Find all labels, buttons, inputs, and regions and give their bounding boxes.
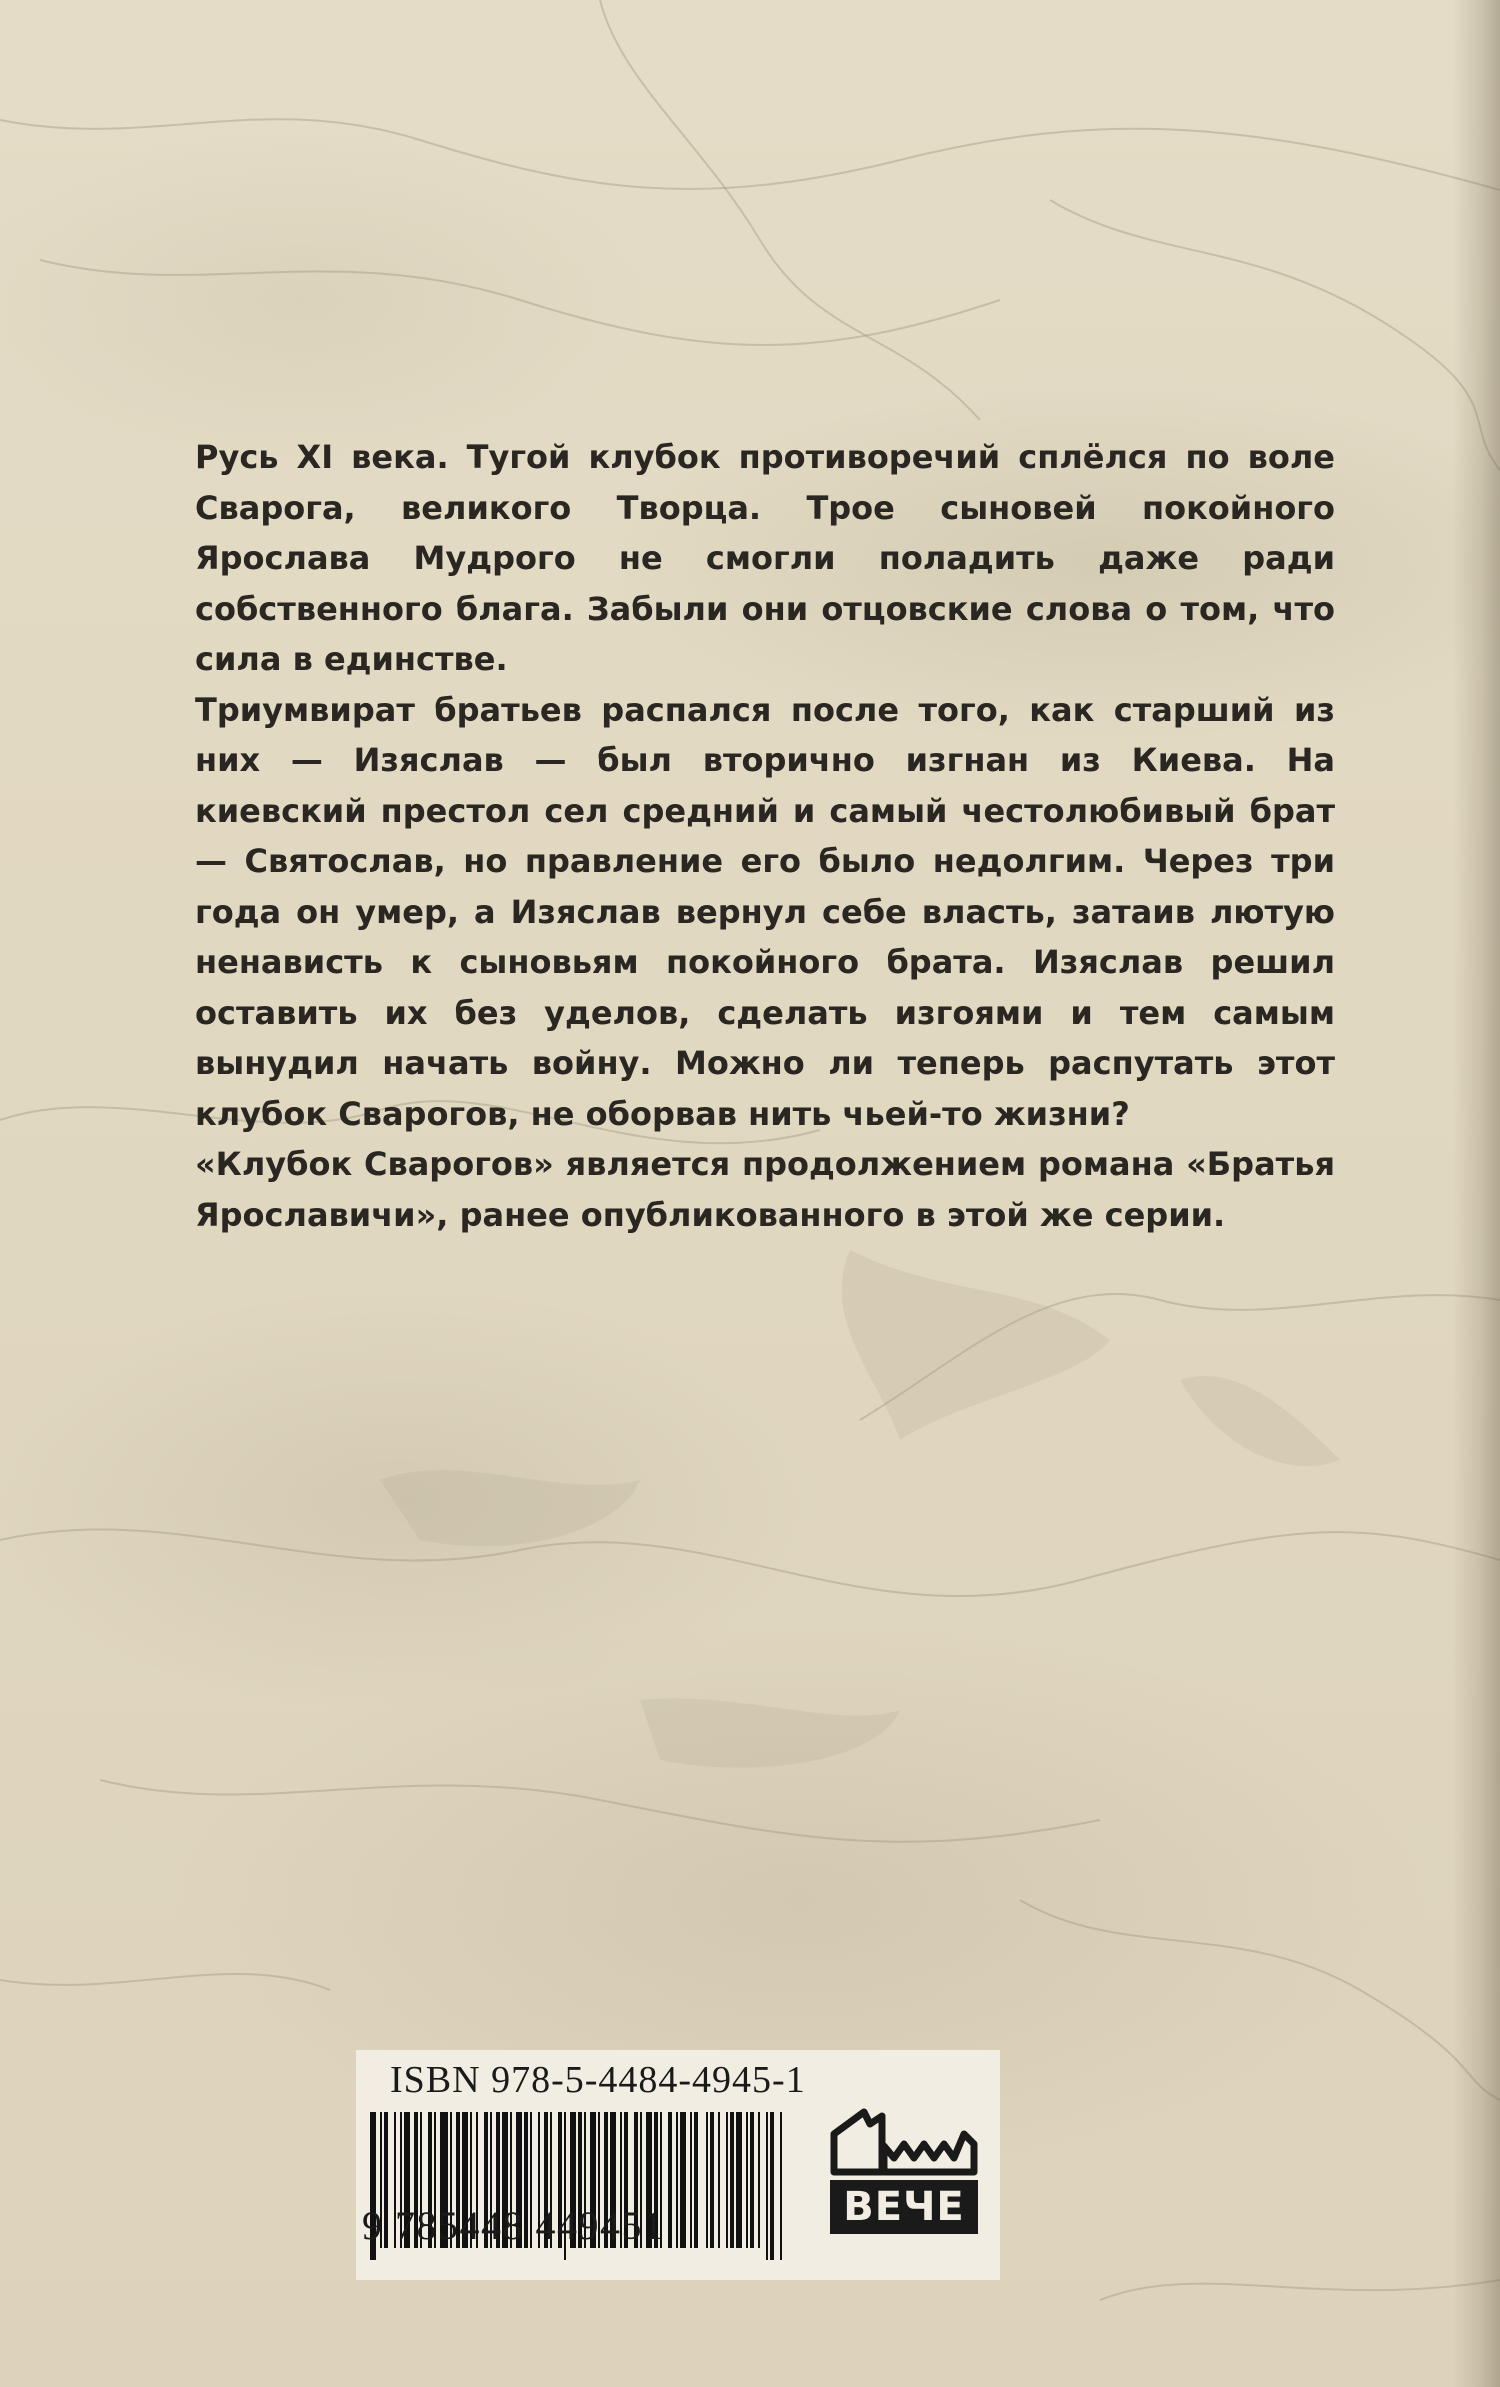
annotation-text (195, 432, 1335, 1240)
blurb-paragraph-3: «Клубок Сварогов» является продолжением романа «Братья Ярославичи», ранее опубликованного в этой же серии. (195, 1145, 1335, 1234)
blurb-paragraph-2: Триумвират братьев распался после того, как старший из них — Изяслав — был вторично изгнан из Киева. На киевский престол сел средний и самый честолюбивый брат — Святослав, но правление его было недолгим. Через три года он умер, а Изяслав вернул себе власть, затаив лютую ненависть к сыновьям покойного брата. Изяслав решил оставить их без уделов, сделать изгоями и тем самым вынудил начать войну. Можно ли теперь распутать этот клубок Сварогов, не оборвав нить чьей-то жизни? (195, 690, 1335, 1133)
spine-shadow (1452, 0, 1500, 2387)
isbn-label (356, 2050, 1000, 2280)
publisher-logo (824, 2094, 984, 2248)
blurb-paragraph-1: Русь XI века. Тугой клубок противоречий сплёлся по воле Сварога, великого Творца. Трое сыновей покойного Ярослава Мудрого не смогли поладить даже ради собственного блага. Забыли они отцовские слова о том, что сила в единстве. (195, 438, 1335, 678)
publisher-name: ВЕЧЕ (843, 2184, 965, 2230)
barcode-digits: 9 785448 449451 (362, 2203, 665, 2248)
isbn-number: ISBN 978-5-4484-4945-1 (390, 2059, 806, 2101)
